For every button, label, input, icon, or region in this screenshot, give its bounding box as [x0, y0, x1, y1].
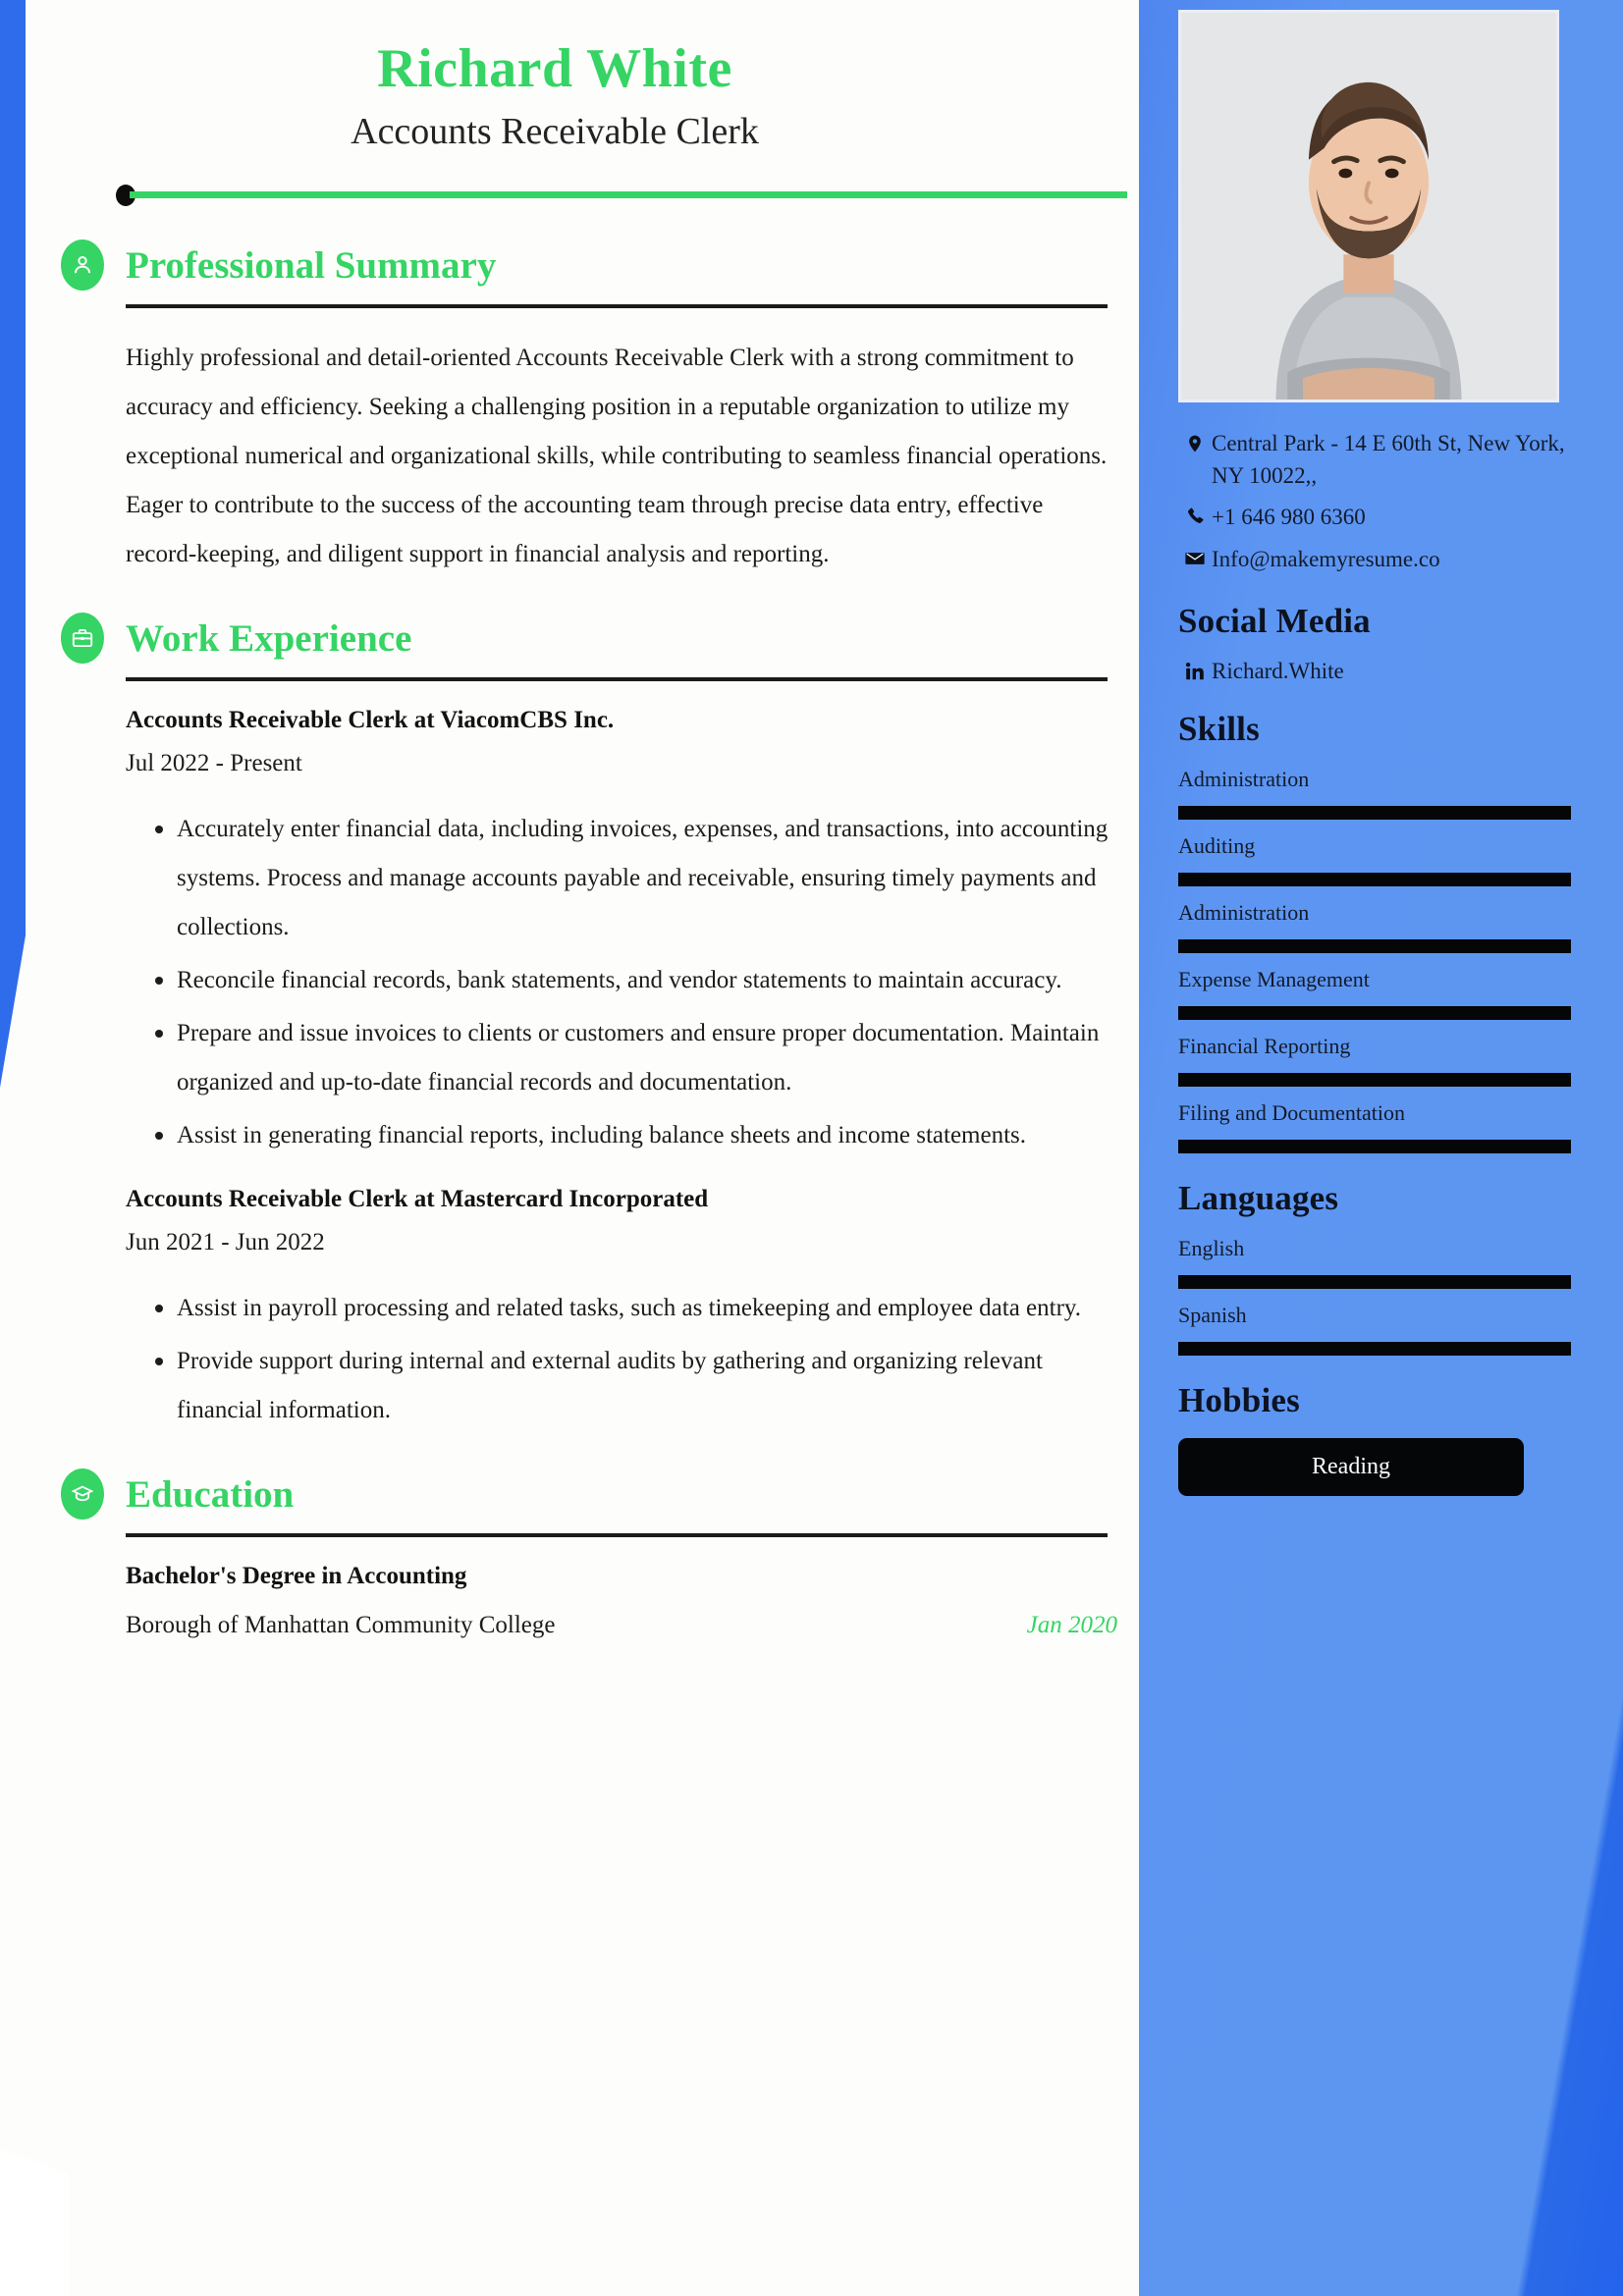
section-header — [61, 1468, 1100, 1520]
contact-address — [1178, 428, 1571, 492]
profile-photo-illustration — [1181, 13, 1556, 400]
skill-bar-fill — [1178, 1073, 1571, 1087]
skill-item — [1178, 767, 1571, 820]
skill-bar-fill — [1178, 939, 1571, 953]
section-header — [61, 240, 1100, 291]
header-rule — [116, 185, 1127, 206]
job-bullet-list — [126, 803, 1117, 1160]
job-bullet-list — [126, 1282, 1117, 1435]
language-bar-fill — [1178, 1275, 1571, 1289]
education-date: Jan 2020 — [1026, 1612, 1117, 1638]
languages-heading: Languages — [1178, 1178, 1339, 1217]
skill-label: Financial Reporting — [1178, 1033, 1351, 1058]
avatar — [1178, 10, 1559, 402]
sidebar — [1139, 0, 1623, 2296]
job-dates: Jun 2021 - Jun 2022 — [126, 1229, 325, 1255]
language-item — [1178, 1303, 1571, 1356]
language-label: English — [1178, 1235, 1245, 1260]
language-bar-fill — [1178, 1342, 1571, 1356]
job-heading: Accounts Receivable Clerk at Mastercard Incorporated — [126, 1186, 709, 1212]
section-divider — [126, 304, 1108, 308]
rule-line — [130, 191, 1127, 198]
contact-phone — [1178, 502, 1571, 534]
skill-item — [1178, 967, 1571, 1020]
contact-email — [1178, 544, 1571, 576]
skill-bar-fill — [1178, 1140, 1571, 1153]
job-entry — [126, 707, 1117, 1160]
skill-item — [1178, 833, 1571, 886]
section-title: Professional Summary — [126, 243, 497, 287]
skill-item — [1178, 1100, 1571, 1153]
hobbies-heading: Hobbies — [1178, 1380, 1300, 1419]
social-media-heading: Social Media — [1178, 601, 1371, 640]
job-heading: Accounts Receivable Clerk at ViacomCBS Inc. — [126, 707, 615, 733]
envelope-icon — [1178, 544, 1212, 569]
skill-label: Filing and Documentation — [1178, 1099, 1405, 1125]
skill-bar-fill — [1178, 873, 1571, 886]
email-text: Info@makemyresume.co — [1212, 546, 1440, 571]
list-item: • Assist in generating financial reports, including balance sheets and income statements. — [177, 1109, 1117, 1160]
skill-bar-fill — [1178, 806, 1571, 820]
list-item: • Reconcile financial records, bank statements, and vendor statements to maintain accuracy. — [177, 954, 1117, 1005]
list-item: • Assist in payroll processing and related tasks, such as timekeeping and employee data entry. — [177, 1282, 1117, 1333]
section-title: Work Experience — [126, 616, 412, 660]
job-dates: Jul 2022 - Present — [126, 750, 302, 776]
list-item: • Prepare and issue invoices to clients or customers and ensure proper documentation. Maintain organized and up-to-date financial records and documentation. — [177, 1007, 1117, 1107]
skill-bar-track — [1178, 939, 1571, 953]
phone-text: +1 646 980 6360 — [1212, 505, 1366, 530]
page-title: Richard White — [377, 38, 732, 99]
skill-label: Auditing — [1178, 832, 1256, 858]
language-item — [1178, 1236, 1571, 1289]
phone-icon — [1178, 502, 1212, 526]
skill-label: Administration — [1178, 899, 1310, 925]
skill-bar-track — [1178, 1006, 1571, 1020]
language-bar-track — [1178, 1342, 1571, 1356]
list-item: • Provide support during internal and external audits by gathering and organizing relevant financial information. — [177, 1335, 1117, 1435]
education-detail-row — [126, 1612, 1117, 1639]
section-work-experience — [61, 613, 1109, 1435]
address-text: Central Park - 14 E 60th St, New York, NY 10022,, — [1212, 431, 1565, 488]
section-divider — [126, 677, 1108, 681]
section-divider — [126, 1533, 1108, 1537]
skill-bar-track — [1178, 1073, 1571, 1087]
section-education — [61, 1468, 1117, 1639]
education-school: Borough of Manhattan Community College — [126, 1612, 556, 1638]
skills-list — [1178, 767, 1571, 1153]
social-item-linkedin[interactable] — [1178, 659, 1571, 684]
language-bar-track — [1178, 1275, 1571, 1289]
skill-bar-track — [1178, 806, 1571, 820]
summary-text: Highly professional and detail-oriented Accounts Receivable Clerk with a strong commitment to accuracy and efficiency. Seeking a challenging position in a reputable organization to utilize my exceptional numerical and organizational skills, while contributing to seamless financial operations. Eager to contribute to the success of the accounting team through precise data entry, effective record-keeping, and diligent support in financial analysis and reporting. — [126, 345, 1108, 567]
job-title-subheading: Accounts Receivable Clerk — [351, 111, 759, 152]
location-pin-icon — [1178, 428, 1212, 455]
education-degree: Bachelor's Degree in Accounting — [126, 1563, 467, 1589]
skill-bar-fill — [1178, 1006, 1571, 1020]
contact-list — [1178, 428, 1571, 576]
section-title: Education — [126, 1472, 295, 1516]
skill-label: Administration — [1178, 766, 1310, 791]
social-label: Richard.White — [1212, 658, 1344, 683]
graduation-cap-icon — [61, 1468, 104, 1520]
person-icon — [61, 240, 104, 291]
list-item: • Accurately enter financial data, including invoices, expenses, and transactions, into accounting systems. Process and manage accounts payable and receivable, ensuring timely payments and collections. — [177, 803, 1117, 952]
skill-label: Expense Management — [1178, 966, 1370, 991]
skill-item — [1178, 1034, 1571, 1087]
job-entry — [126, 1186, 1117, 1435]
languages-list — [1178, 1236, 1571, 1356]
briefcase-icon — [61, 613, 104, 664]
skills-heading: Skills — [1178, 709, 1260, 748]
skill-item — [1178, 900, 1571, 953]
education-entry — [126, 1563, 1117, 1639]
skill-bar-track — [1178, 873, 1571, 886]
linkedin-icon — [1178, 661, 1212, 682]
section-professional-summary — [61, 240, 1108, 579]
language-label: Spanish — [1178, 1302, 1247, 1327]
skill-bar-track — [1178, 1140, 1571, 1153]
hobby-tag-reading[interactable]: Reading — [1178, 1438, 1524, 1496]
section-header — [61, 613, 1100, 664]
